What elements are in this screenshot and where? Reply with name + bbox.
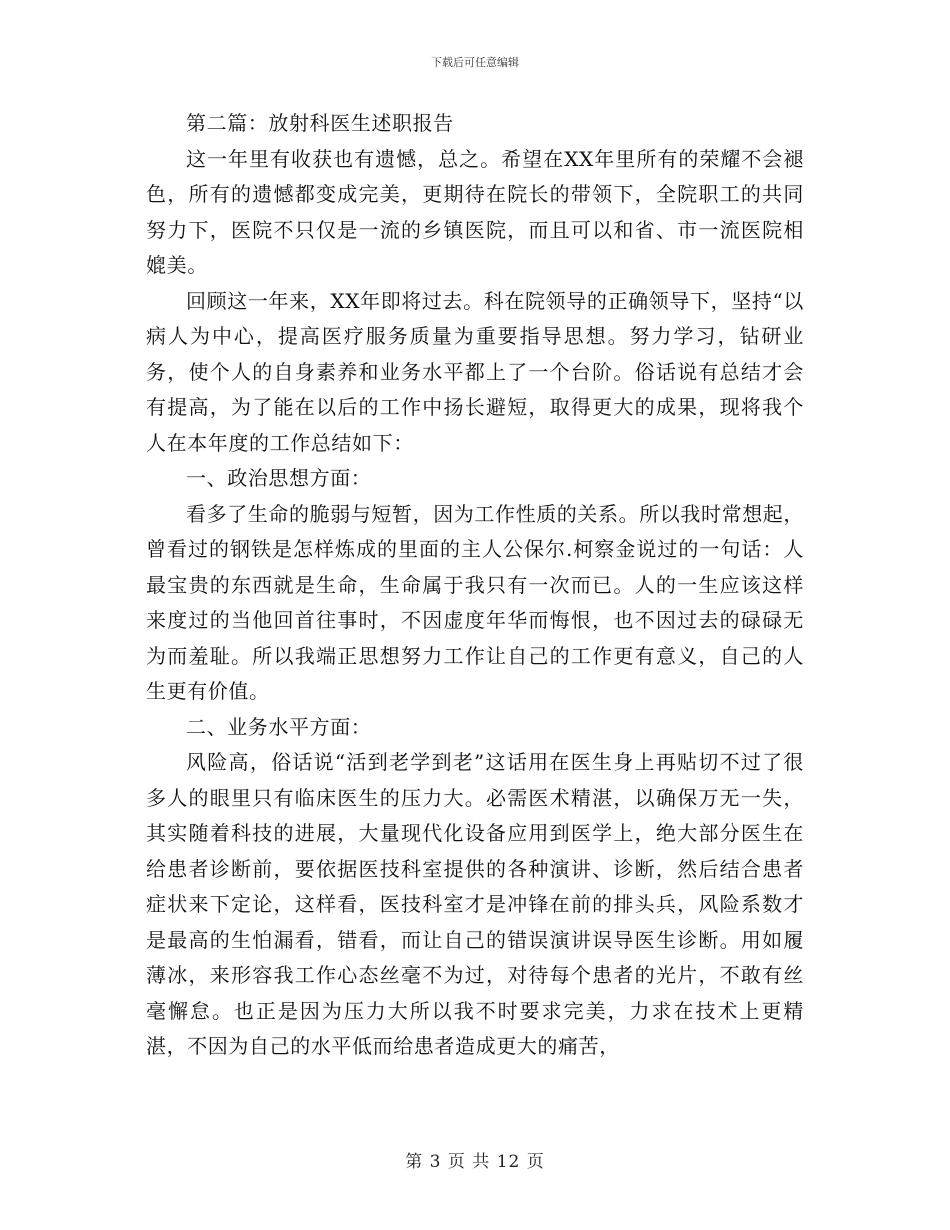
document-title: 第二篇：放射科医生述职报告 (186, 111, 454, 135)
paragraph-political: 看多了生命的脆弱与短暂，因为工作性质的关系。所以我时常想起，曾看过的钢铁是怎样炼成的里面的主人公保尔.柯察金说过的一句话：人最宝贵的东西就是生命，生命属于我只有一次而已。人的一生应该这样来度过的当他回首往事时，不因虚度年华而悔恨，也不因过去的碌碌无为而羞耻。所以我端正思想努力工作让自己的工作更有意义，自己的人生更有价值。 (146, 501, 804, 703)
page-number-footer: 第 3 页 共 12 页 (405, 1152, 545, 1172)
page-header-note: 下载后可任意编辑 (431, 56, 519, 69)
paragraph-intro: 这一年里有收获也有遗憾，总之。希望在XX年里所有的荣耀不会褪色，所有的遗憾都变成完美，更期待在院长的带领下，全院职工的共同努力下，医院不只仅是一流的乡镇医院，而且可以和省、市一流医院相媲美。 (146, 146, 804, 277)
paragraph-review: 回顾这一年来，XX年即将过去。科在院领导的正确领导下，坚持“以病人为中心，提高医疗服务质量为重要指导思想。努力学习，钻研业务，使个人的自身素养和业务水平都上了一个台阶。俗话说有总结才会有提高，为了能在以后的工作中扬长避短，取得更大的成果，现将我个人在本年度的工作总结如下： (146, 288, 804, 455)
paragraph-business: 风险高，俗话说“活到老学到老”这话用在医生身上再贴切不过了很多人的眼里只有临床医生的压力大。必需医术精湛，以确保万无一失，其实随着科技的进展，大量现代化设备应用到医学上，绝大部分医生在给患者诊断前，要依据医技科室提供的各种演讲、诊断，然后结合患者症状来下定论，这样看，医技科室才是冲锋在前的排头兵，风险系数才是最高的生怕漏看，错看，而让自己的错误演讲误导医生诊断。用如履薄冰，来形容我工作心态丝毫不为过，对待每个患者的光片，不敢有丝毫懈怠。也正是因为压力大所以我不时要求完美，力求在技术上更精湛，不因为自己的水平低而给患者造成更大的痛苦， (146, 750, 804, 1058)
document-body (146, 106, 804, 1065)
section-heading-political: 一、政治思想方面： (186, 466, 372, 490)
section-heading-business: 二、业务水平方面： (186, 714, 372, 739)
